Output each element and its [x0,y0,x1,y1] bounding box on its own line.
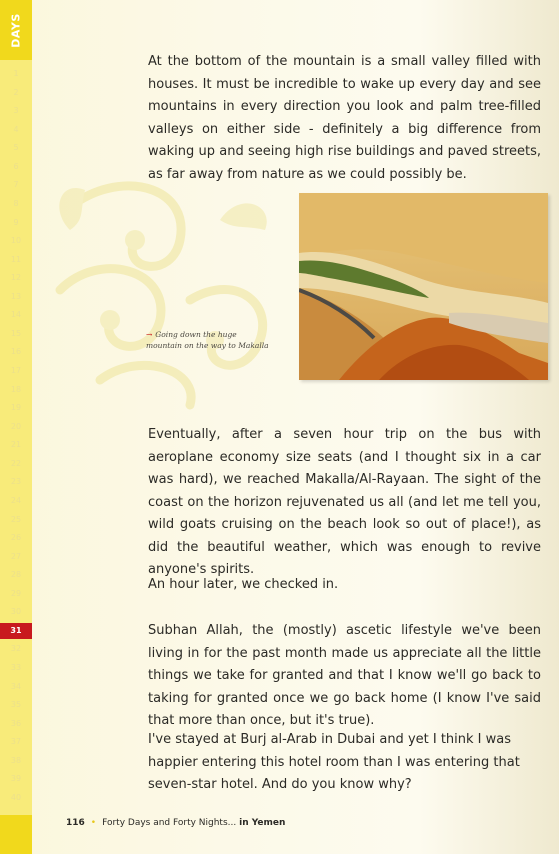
day-number-31: 31 [0,623,32,639]
day-number-29: 29 [10,588,22,598]
day-number-28: 28 [10,570,22,580]
day-number-1: 1 [13,69,19,78]
day-number-3: 3 [13,106,19,116]
footer-bullet-icon: • [90,818,97,828]
paragraph-ascetic: Subhan Allah, the (mostly) ascetic lifestyle we've been living in for the past month made us appreciate all the little things we take for granted and that I know we'll go back to taking for granted once we go back home (I know I've said that more than once, but it's true). [148,623,541,728]
day-number-4: 4 [13,124,19,134]
day-number-5: 5 [13,143,19,153]
book-title-suffix: in Yemen [239,818,286,828]
book-title: Forty Days and Forty Nights... [102,818,237,828]
day-number-6: 6 [13,161,19,171]
day-number-16: 16 [10,347,22,357]
day-number-32: 32 [10,644,22,654]
day-number-34: 34 [10,681,22,691]
caption-arrow-icon: → [146,330,153,339]
floral-ornament [40,160,290,420]
photo-caption [146,329,296,351]
paragraph-hotel: I've stayed at Burj al-Arab in Dubai and yet I think I was happier entering this hotel room than I was entering that seven-star hotel. And do you know why? [148,732,520,792]
day-number-33: 33 [10,663,22,672]
day-number-19: 19 [10,403,22,413]
day-number-20: 20 [10,421,22,431]
day-strip-footer [0,815,32,854]
day-number-21: 21 [10,440,22,450]
day-number-22: 22 [10,458,22,468]
day-number-26: 26 [10,533,22,543]
paragraph-check-in: An hour later, we checked in. [148,577,339,592]
day-number-10: 10 [10,236,22,246]
day-number-list [0,66,32,806]
caption-line-1: Going down the huge [155,330,237,339]
day-number-25: 25 [10,514,22,524]
day-number-36: 36 [10,718,22,728]
page-footer [66,815,285,831]
day-number-8: 8 [13,198,19,208]
day-number-9: 9 [13,217,19,227]
day-number-39: 39 [10,774,22,784]
days-tab-label: DAYS [9,12,23,48]
day-number-17: 17 [10,366,22,375]
day-number-15: 15 [10,328,22,338]
paragraph-valley: At the bottom of the mountain is a small valley filled with houses. It must be incredible to wake up every day and see mountains in every direction you look and palm tree-filled valleys on either side - definitely a big difference from waking up and seeing high rise buildings and paved streets, as far away from nature as we could possibly be. [148,54,541,182]
day-number-14: 14 [10,310,22,320]
day-number-27: 27 [10,551,22,561]
days-tab [0,0,32,60]
day-number-30: 30 [10,607,22,617]
day-number-23: 23 [10,477,22,487]
day-number-12: 12 [10,273,22,283]
paragraph-arrival: Eventually, after a seven hour trip on the bus with aeroplane economy size seats (and I thought six in a car was hard), we reached Makalla/Al-Rayaan. The sight of the coast on the horizon rejuvenated us all (and let me tell you, wild goats cruising on the beach look so out of place!), as did the beautiful weather, which was enough to revive anyone's spirits. [148,427,541,577]
day-number-2: 2 [13,87,19,97]
caption-line-2: mountain on the way to Makalla [146,341,269,350]
day-number-35: 35 [10,700,22,710]
day-number-38: 38 [10,755,22,765]
day-number-37: 37 [10,737,22,747]
mountain-road-photo [299,193,548,380]
day-number-24: 24 [10,495,22,505]
day-number-18: 18 [10,384,22,394]
day-number-40: 40 [10,792,22,802]
day-number-13: 13 [10,291,22,301]
page-number: 116 [66,818,85,828]
day-number-7: 7 [13,180,19,190]
day-number-11: 11 [10,254,22,264]
